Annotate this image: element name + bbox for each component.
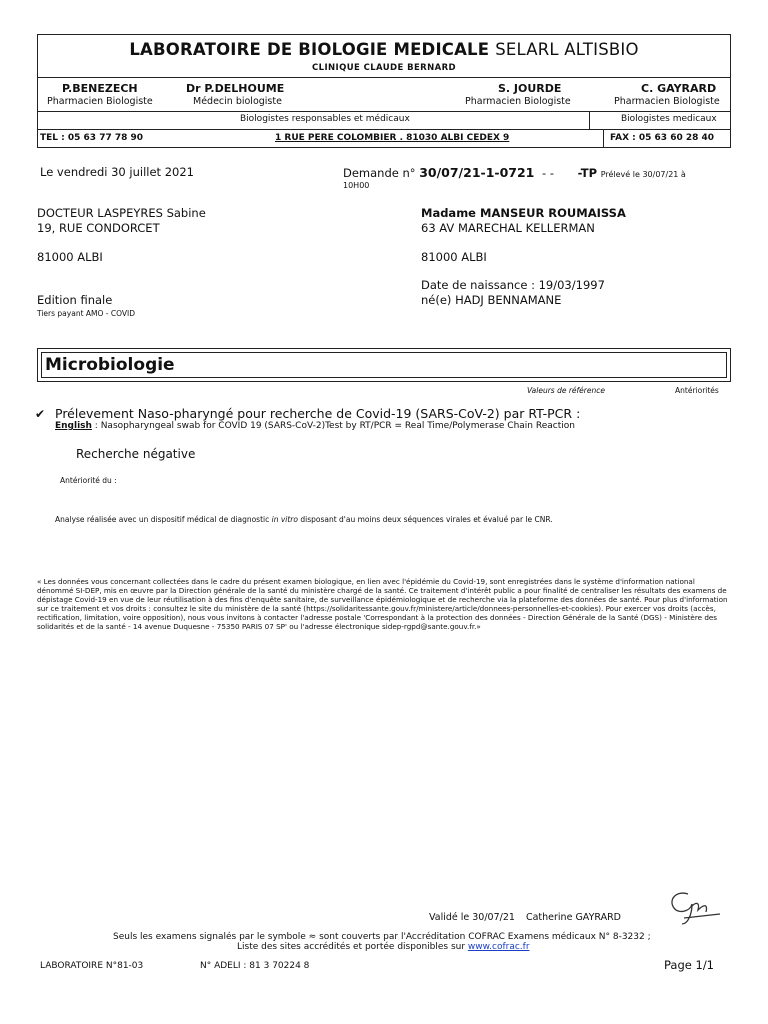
sample-time: 10H00 [343, 181, 370, 190]
adeli-number: N° ADELI : 81 3 70224 8 [200, 961, 310, 971]
check-icon: ✔ [35, 407, 46, 421]
request-line [343, 165, 686, 180]
patient-city: 81000 ALBI [421, 250, 487, 264]
test-english [55, 421, 575, 431]
patient-birth-name: né(e) HADJ BENNAMANE [421, 293, 562, 307]
doctor-2-name: Dr P.DELHOUME [186, 82, 285, 95]
section-title: Microbiologie [41, 352, 727, 378]
analysis-note-end: disposant d'au moins deux séquences virales et évalué par le CNR. [297, 515, 553, 524]
cofrac-link[interactable]: www.cofrac.fr [467, 942, 530, 952]
analysis-note-start: Analyse réalisée avec un dispositif médical de diagnostic [55, 515, 272, 524]
analysis-note-italic: in vitro [271, 515, 298, 524]
lab-header [37, 34, 731, 148]
header-divider [38, 111, 730, 112]
anteriorities-header: Antériorités [675, 386, 719, 395]
doctor-2-role: Médecin biologiste [193, 96, 282, 107]
request-dashes: - - [542, 166, 555, 180]
signature-image [648, 884, 726, 928]
doctor-1-role: Pharmacien Biologiste [47, 96, 153, 107]
analysis-note [55, 515, 553, 524]
lab-fax: FAX : 05 63 60 28 40 [610, 133, 715, 143]
cofrac-sites-text: Liste des sites accrédités et portée disponibles sur [237, 942, 468, 952]
section-header [37, 348, 731, 382]
validation-line [429, 912, 621, 923]
validation-date: Validé le 30/07/21 [429, 912, 515, 923]
doctor-3-role: Pharmacien Biologiste [465, 96, 571, 107]
lab-address: 1 RUE PERE COLOMBIER . 81030 ALBI CEDEX 9 [275, 133, 510, 143]
lab-title [38, 40, 730, 59]
lab-name: LABORATOIRE DE BIOLOGIE MEDICALE [129, 40, 490, 59]
test-result: Recherche négative [76, 447, 196, 461]
patient-name [421, 206, 626, 220]
report-date: Le vendredi 30 juillet 2021 [40, 165, 194, 179]
gdpr-notice: « Les données vous concernant collectées dans le cadre du présent examen biologique, en lien avec l'épidémie du Covid-19, sont enregistrées dans le système d'information national dénommé SI-DEP, mis en œuvre par la Direction générale de la santé du ministère chargé de la santé. Ce traitement d'intérêt public a pour finalité de centraliser les résultats des examens de dépistage Covid-19 en vue de leur réutilisation à des fins d'enquête sanitaire, de surveillance épidémiologique et de recherche via la plateforme des données de santé. Pour plus d'information sur ce traitement et vos droits : consultez le site du ministère de la santé (https://solidaritessante.gouv.fr/ministere/article/donnees-personnelles-et-cookies). Pour exercer vos droits (accès, rectification, limitation, voire opposition), nous vous invitons à contacter l'adresse postale 'Correspondant à la protection des données - Direction Générale de la Santé (DGS) - Ministère des solidarités et de la santé - 14 avenue Duquesne - 75350 PARIS 07 SP' ou l'adresse électronique sidep-rgpd@sante.gouv.fr.» [37, 577, 728, 631]
doctor-4-name: C. GAYRARD [641, 82, 717, 95]
lab-number: LABORATOIRE N°81-03 [40, 961, 144, 971]
patient-fullname: MANSEUR ROUMAISSA [480, 206, 626, 220]
page-number: Page 1/1 [664, 958, 715, 972]
lab-company: SELARL ALTISBIO [495, 40, 639, 59]
patient-birthdate: Date de naissance : 19/03/1997 [421, 278, 605, 292]
clinic-name: CLINIQUE CLAUDE BERNARD [311, 63, 456, 73]
doctor-3-name: S. JOURDE [498, 82, 562, 95]
biologists-responsables: Biologistes responsables et médicaux [240, 114, 410, 124]
cofrac-sites [237, 942, 530, 952]
english-text: : Nasopharyngeal swab for COVID 19 (SARS-CoV-2)Test by RT/PCR = Real Time/Polymerase Chain Reaction [91, 421, 575, 431]
request-tp: -TP [577, 166, 598, 180]
prescriber-name: DOCTEUR LASPEYRES Sabine [37, 206, 206, 220]
doctor-1-name: P.BENEZECH [62, 82, 138, 95]
edition-status: Edition finale [37, 293, 113, 307]
header-divider [38, 77, 730, 78]
header-divider [38, 129, 730, 130]
english-label: English [55, 421, 92, 431]
sample-date: Prélevé le 30/07/21 à [600, 170, 686, 179]
prescriber-street: 19, RUE CONDORCET [37, 221, 160, 235]
lab-phone: TEL : 05 63 77 78 90 [40, 133, 144, 143]
request-label: Demande n° [343, 166, 416, 180]
request-number: 30/07/21-1-0721 [419, 165, 535, 180]
doctor-4-role: Pharmacien Biologiste [614, 96, 720, 107]
anteriority-line: Antériorité du : [60, 476, 117, 485]
cofrac-notice: Seuls les examens signalés par le symbole ≈ sont couverts par l'Accréditation COFRAC Examens médicaux N° 8-3232 ; [113, 932, 651, 942]
patient-street: 63 AV MARECHAL KELLERMAN [421, 221, 595, 235]
validator-name: Catherine GAYRARD [525, 912, 622, 923]
header-divider [603, 129, 604, 148]
reference-values-header: Valeurs de référence [527, 386, 605, 395]
test-title: Prélevement Naso-pharyngé pour recherche de Covid-19 (SARS-CoV-2) par RT-PCR : [55, 406, 581, 421]
header-divider [589, 111, 590, 129]
patient-title: Madame [421, 206, 476, 220]
biologists-medicaux: Biologistes medicaux [621, 114, 717, 124]
payment-status: Tiers payant AMO - COVID [37, 309, 135, 318]
prescriber-city: 81000 ALBI [37, 250, 103, 264]
